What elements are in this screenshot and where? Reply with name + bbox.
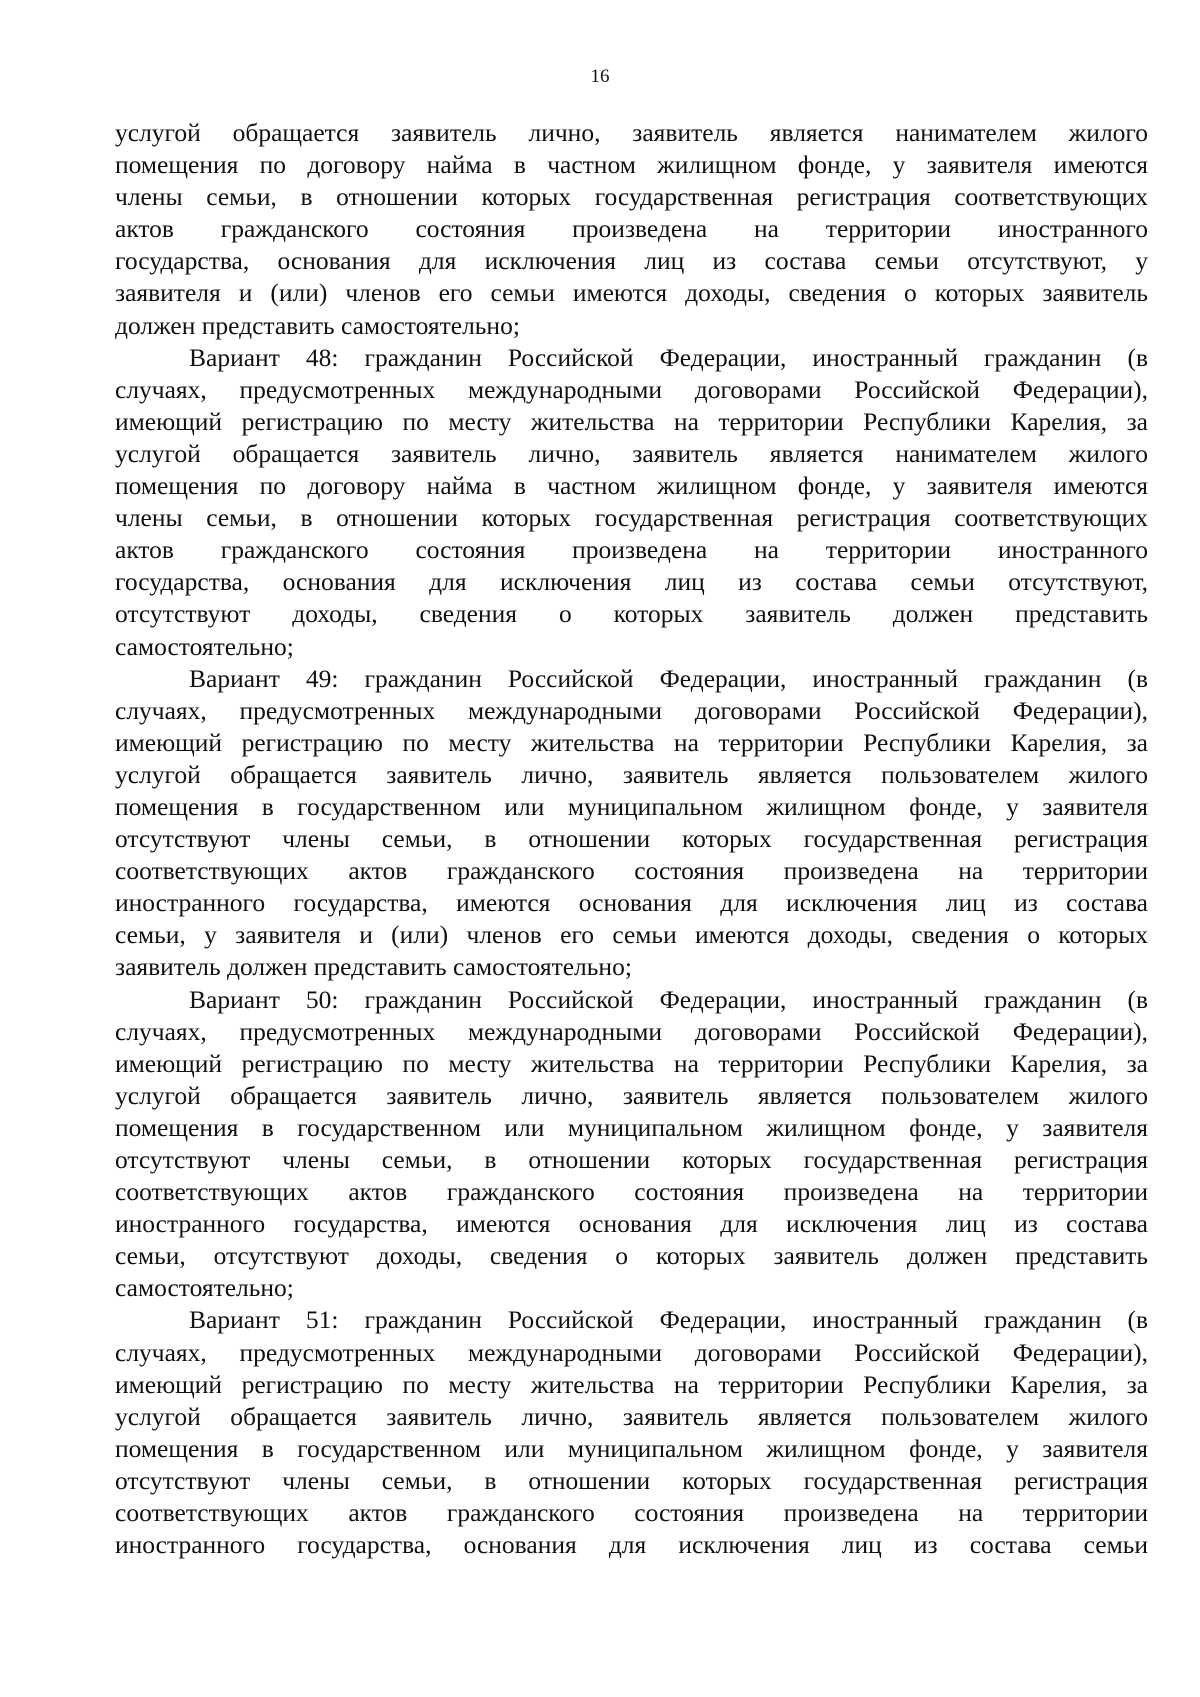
- text-line: иностранного государства, основания для исключения лиц из состава семьи: [115, 1530, 1148, 1560]
- text-line: помещения в государственном или муниципальном жилищном фонде, у заявителя: [115, 1433, 1148, 1463]
- text-line: семьи, у заявителя и (или) членов его семьи имеются доходы, сведения о которых: [115, 920, 1148, 950]
- text-line: имеющий регистрацию по месту жительства на территории Республики Карелия, за: [115, 1048, 1148, 1078]
- text-line: имеющий регистрацию по месту жительства на территории Республики Карелия, за: [115, 406, 1148, 436]
- text-line: члены семьи, в отношении которых государственная регистрация соответствующих: [115, 503, 1148, 533]
- text-line: соответствующих актов гражданского состояния произведена на территории: [115, 1177, 1148, 1207]
- text-line: члены семьи, в отношении которых государственная регистрация соответствующих: [115, 182, 1148, 212]
- text-line: отсутствуют члены семьи, в отношении которых государственная регистрация: [115, 1465, 1148, 1495]
- text-line: соответствующих актов гражданского состояния произведена на территории: [115, 856, 1148, 886]
- text-line: государства, основания для исключения лиц из состава семьи отсутствуют,: [115, 567, 1148, 597]
- text-line: помещения по договору найма в частном жилищном фонде, у заявителя имеются: [115, 471, 1148, 501]
- text-line: имеющий регистрацию по месту жительства на территории Республики Карелия, за: [115, 727, 1148, 757]
- text-line: помещения в государственном или муниципальном жилищном фонде, у заявителя: [115, 1112, 1148, 1142]
- text-line: иностранного государства, имеются основания для исключения лиц из состава: [115, 888, 1148, 918]
- text-line: соответствующих актов гражданского состояния произведена на территории: [115, 1498, 1148, 1528]
- document-body: [115, 117, 1148, 1561]
- text-line: случаях, предусмотренных международными договорами Российской Федерации),: [115, 1337, 1148, 1367]
- text-line: помещения по договору найма в частном жилищном фонде, у заявителя имеются: [115, 150, 1148, 180]
- text-line: случаях, предусмотренных международными договорами Российской Федерации),: [115, 695, 1148, 725]
- text-line: услугой обращается заявитель лично, заявитель является нанимателем жилого: [115, 118, 1148, 147]
- page-number: 16: [590, 66, 610, 87]
- text-line: услугой обращается заявитель лично, заявитель является пользователем жилого: [115, 1401, 1148, 1431]
- text-line: имеющий регистрацию по месту жительства на территории Республики Карелия, за: [115, 1369, 1148, 1399]
- text-line: актов гражданского состояния произведена на территории иностранного: [115, 535, 1148, 565]
- text-line: услугой обращается заявитель лично, заявитель является пользователем жилого: [115, 1080, 1148, 1110]
- text-line: услугой обращается заявитель лично, заявитель является пользователем жилого: [115, 759, 1148, 789]
- text-line: отсутствуют доходы, сведения о которых заявитель должен представить: [115, 599, 1148, 629]
- text-line: заявитель должен представить самостоятельно;: [115, 952, 632, 982]
- text-line: заявителя и (или) членов его семьи имеются доходы, сведения о которых заявитель: [115, 278, 1148, 308]
- text-line: самостоятельно;: [115, 1273, 294, 1303]
- text-line: услугой обращается заявитель лично, заявитель является нанимателем жилого: [115, 438, 1148, 468]
- text-line: случаях, предусмотренных международными договорами Российской Федерации),: [115, 374, 1148, 404]
- text-line: помещения в государственном или муниципальном жилищном фонде, у заявителя: [115, 791, 1148, 821]
- text-line: случаях, предусмотренных международными договорами Российской Федерации),: [115, 1016, 1148, 1046]
- paragraph-first-line: Вариант 51: гражданин Российской Федерации, иностранный гражданин (в: [189, 1305, 1148, 1335]
- paragraph-first-line: Вариант 49: гражданин Российской Федерации, иностранный гражданин (в: [189, 663, 1148, 693]
- text-line: актов гражданского состояния произведена на территории иностранного: [115, 214, 1148, 244]
- text-line: семьи, отсутствуют доходы, сведения о которых заявитель должен представить: [115, 1241, 1148, 1271]
- paragraph-first-line: Вариант 48: гражданин Российской Федерации, иностранный гражданин (в: [189, 342, 1148, 372]
- text-line: отсутствуют члены семьи, в отношении которых государственная регистрация: [115, 1145, 1148, 1174]
- text-line: государства, основания для исключения лиц из состава семьи отсутствуют, у: [115, 246, 1148, 276]
- text-line: должен представить самостоятельно;: [115, 310, 520, 340]
- paragraph-first-line: Вариант 50: гражданин Российской Федерации, иностранный гражданин (в: [189, 984, 1148, 1014]
- text-line: самостоятельно;: [115, 631, 294, 661]
- text-line: иностранного государства, имеются основания для исключения лиц из состава: [115, 1209, 1148, 1239]
- text-line: отсутствуют члены семьи, в отношении которых государственная регистрация: [115, 824, 1148, 854]
